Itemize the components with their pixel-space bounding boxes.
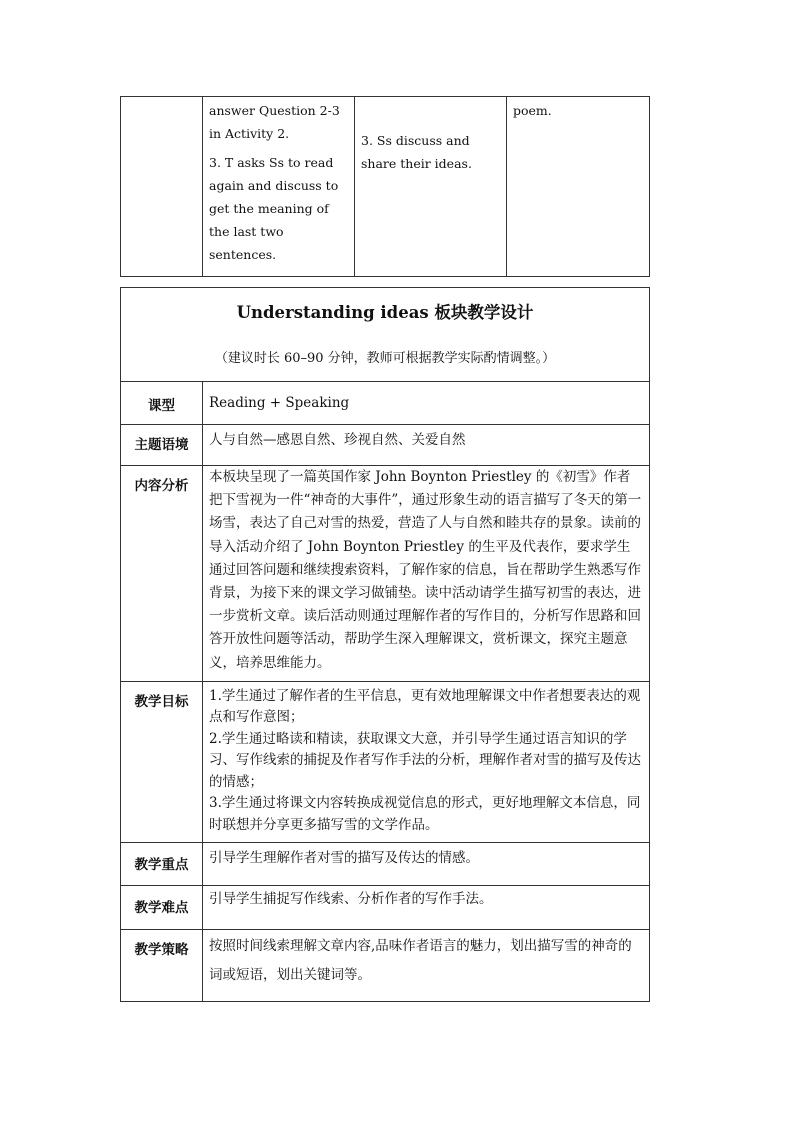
row-label: 课型 bbox=[121, 382, 203, 425]
continuation-table bbox=[120, 96, 650, 277]
row-content: 按照时间线索理解文章内容,品味作者语言的魅力，划出描写雪的神奇的词或短语，划出关键词等。 bbox=[203, 930, 650, 1002]
teacher-activity-p2: 3. T asks Ss to read again and discuss to get the meaning of the last two sentences. bbox=[209, 155, 339, 262]
objectives-list bbox=[203, 681, 650, 843]
table-header bbox=[121, 288, 650, 382]
row-label: 教学目标 bbox=[121, 681, 203, 843]
teacher-activity-cell bbox=[203, 97, 355, 277]
table-title: Understanding ideas 板块教学设计 bbox=[236, 303, 534, 322]
lesson-design-table bbox=[120, 287, 650, 1002]
row-content: 引导学生捕捉写作线索、分析作者的写作手法。 bbox=[203, 886, 650, 930]
row-label: 教学重点 bbox=[121, 843, 203, 886]
row-content: 本板块呈现了一篇英国作家 John Boynton Priestley 的《初雪》作者把下雪视为一件“神奇的大事件”，通过形象生动的语言描写了冬天的第一场雪，表达了自己对雪的热爱，营造了人与自然和睦共存的景象。读前的导入活动介绍了 John Boynton Priestley 的生平及代表作，要求学生通过回答问题和继续搜索资料，了解作家的信息，旨在帮助学生熟悉写作背景，为接下来的课文学习做铺垫。读中活动请学生描写初雪的表达，进一步赏析文章。读后活动则通过理解作者的写作目的，分析写作思路和回答开放性问题等活动，帮助学生深入理解课文，赏析课文，探究主题意义，培养思维能力。 bbox=[203, 466, 650, 682]
row-content: 人与自然—感恩自然、珍视自然、关爱自然 bbox=[203, 425, 650, 466]
purpose-cell: poem. bbox=[507, 97, 650, 277]
objective-item: 2.学生通过略读和精读，获取课文大意，并引导学生通过语言知识的学习、写作线索的捕捉及作者写作手法的分析，理解作者对雪的描写及传达的情感； bbox=[209, 730, 641, 790]
row-label: 教学难点 bbox=[121, 886, 203, 930]
objective-item: 3.学生通过将课文内容转换成视觉信息的形式，更好地理解文本信息，同时联想并分享更多描写雪的文学作品。 bbox=[209, 795, 641, 833]
row-label: 主题语境 bbox=[121, 425, 203, 466]
row-content: Reading + Speaking bbox=[203, 382, 650, 425]
row-content: 引导学生理解作者对雪的描写及传达的情感。 bbox=[203, 843, 650, 886]
student-activity-cell: 3. Ss discuss and share their ideas. bbox=[355, 97, 507, 277]
row-label: 内容分析 bbox=[121, 466, 203, 682]
teacher-activity-p1: answer Question 2-3 in Activity 2. bbox=[209, 103, 340, 141]
objective-item: 1.学生通过了解作者的生平信息，更有效地理解课文中作者想要表达的观点和写作意图； bbox=[209, 687, 641, 726]
empty-cell bbox=[121, 97, 203, 277]
row-label: 教学策略 bbox=[121, 930, 203, 1002]
duration-note: （建议时长 60–90 分钟，教师可根据教学实际酌情调整。） bbox=[214, 351, 556, 366]
